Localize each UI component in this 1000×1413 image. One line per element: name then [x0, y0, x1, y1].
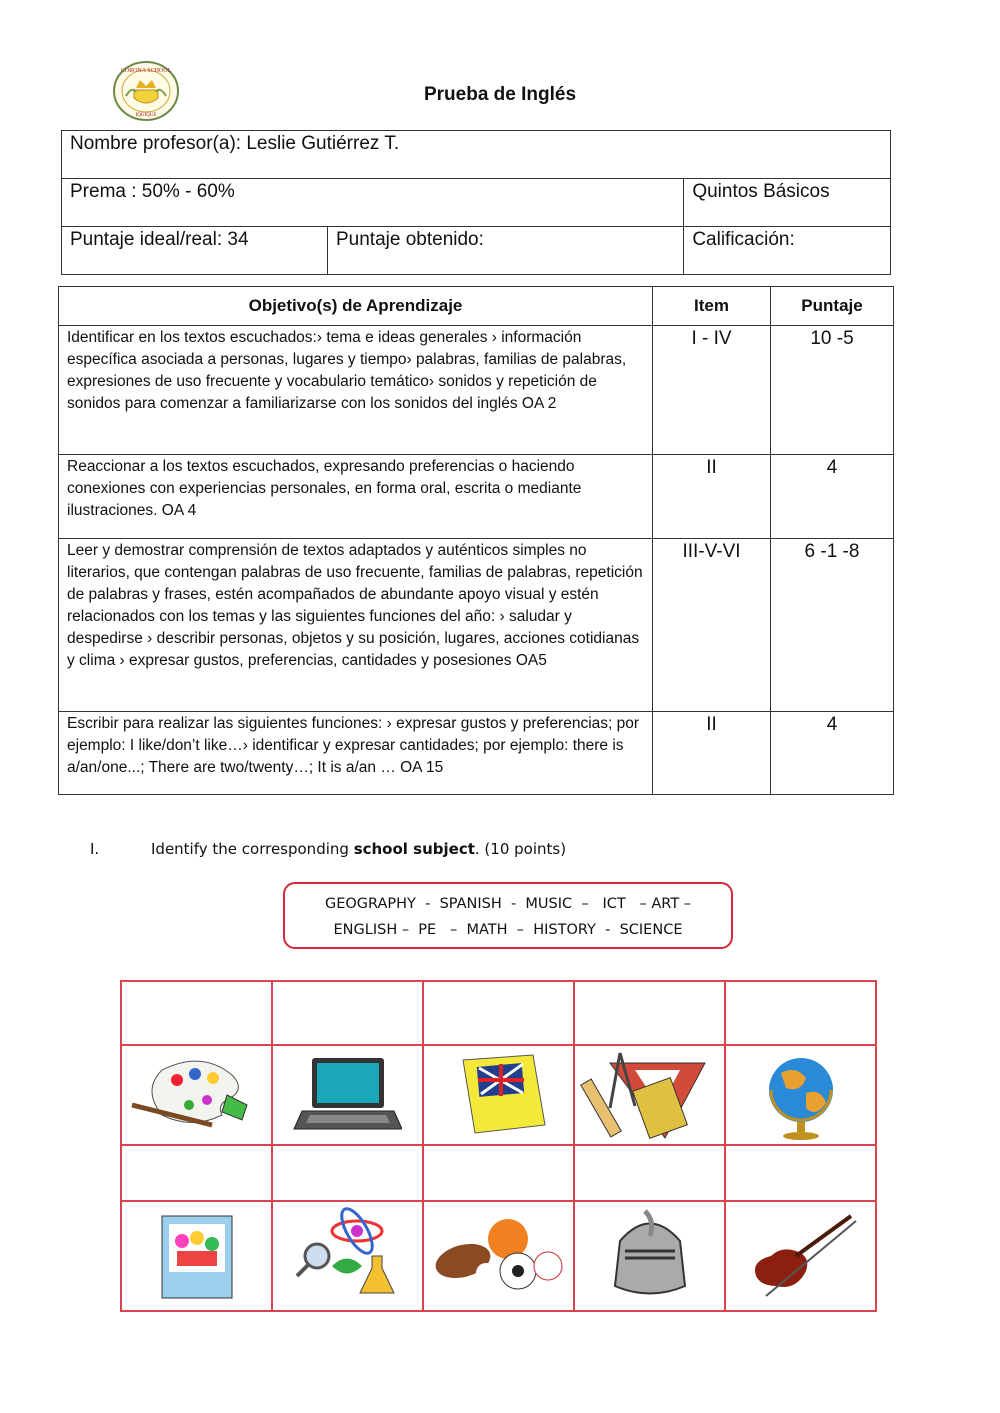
answer-cell[interactable] [121, 981, 272, 1045]
score-value: 10 -5 [771, 326, 894, 455]
page-title: Prueba de Inglés [423, 84, 577, 105]
answer-cell[interactable] [272, 981, 422, 1045]
header-item: Item [653, 287, 771, 326]
subject-grid [120, 980, 877, 1312]
question-number: I. [90, 840, 100, 858]
item-value: II [653, 455, 771, 539]
english-book-picture [423, 1045, 574, 1145]
score-value: 6 -1 -8 [771, 539, 894, 712]
knight-helmet-picture [574, 1201, 725, 1311]
answer-cell[interactable] [423, 981, 574, 1045]
school-logo [112, 60, 180, 122]
objectives-table [58, 286, 894, 795]
item-value: III-V-VI [653, 539, 771, 712]
objective-text: Leer y demostrar comprensión de textos adaptados y auténticos simples no literarios, que contengan palabras de uso frecuente, familias de palabras, repetición de palabras y frases, estén acompañados de abundante apoyo visual y estén relacionados con los temas y las siguientes funciones del año: › saludar y despedirse › describir personas, objetos y su posición, lugares, acciones cotidianas y clima › expresar gustos, preferencias, cantidades y posesiones OA5 [59, 539, 653, 712]
grade-mark: Calificación: [684, 227, 891, 275]
table-row [59, 712, 894, 795]
grade-level: Quintos Básicos [684, 179, 891, 227]
table-row [59, 539, 894, 712]
answer-cell[interactable] [423, 1145, 574, 1201]
info-table [61, 130, 891, 275]
teacher-name: Nombre profesor(a): Leslie Gutiérrez T. [62, 131, 891, 179]
table-row [59, 455, 894, 539]
science-picture [272, 1201, 422, 1311]
table-row [59, 326, 894, 455]
item-value: II [653, 712, 771, 795]
objective-text: Reaccionar a los textos escuchados, expresando preferencias o haciendo conexiones con experiencias personales, en forma oral, escrita o mediante ilustraciones. OA 4 [59, 455, 653, 539]
answer-cell[interactable] [272, 1145, 422, 1201]
laptop-picture [272, 1045, 422, 1145]
svg-text:CORONA SCHOOL: CORONA SCHOOL [120, 68, 172, 74]
prema: Prema : 50% - 60% [62, 179, 684, 227]
header-score: Puntaje [771, 287, 894, 326]
item-value: I - IV [653, 326, 771, 455]
header-objective: Objetivo(s) de Aprendizaje [59, 287, 653, 326]
question-1-prompt [90, 840, 566, 858]
ideal-score: Puntaje ideal/real: 34 [62, 227, 328, 275]
sports-balls-picture [423, 1201, 574, 1311]
answer-cell[interactable] [574, 981, 725, 1045]
art-palette-picture [121, 1045, 272, 1145]
score-value: 4 [771, 712, 894, 795]
svg-text:IQUIQUE: IQUIQUE [135, 113, 157, 118]
obtained-score: Puntaje obtenido: [328, 227, 684, 275]
objective-text: Identificar en los textos escuchados:› tema e ideas generales › información específica asociada a personas, lugares y tiempo› palabras, familias de palabras, expresiones de uso frecuente y vocabulario temático› sonidos y repetición de sonidos para comenzar a familiarizarse con los sonidos del inglés OA 2 [59, 326, 653, 455]
word-bank-line-2: ENGLISH – PE – MATH – HISTORY - SCIENCE [333, 922, 683, 938]
history-book-picture [121, 1201, 272, 1311]
prompt-bold: school subject [353, 840, 475, 858]
word-bank-line-1: GEOGRAPHY - SPANISH - MUSIC – ICT – ART – [324, 896, 692, 912]
globe-picture [725, 1045, 876, 1145]
answer-cell[interactable] [725, 981, 876, 1045]
answer-cell[interactable] [725, 1145, 876, 1201]
word-bank [283, 882, 733, 949]
answer-cell[interactable] [574, 1145, 725, 1201]
answer-cell[interactable] [121, 1145, 272, 1201]
math-tools-picture [574, 1045, 725, 1145]
prompt-text-end: . (10 points) [474, 840, 567, 858]
objective-text: Escribir para realizar las siguientes funciones: › expresar gustos y preferencias; por ejemplo: I like/don’t like…› identificar y expresar cantidades; por ejemplo: there is a/an/one...; There are two/twenty…; It is a/an … OA 15 [59, 712, 653, 795]
violin-picture [725, 1201, 876, 1311]
score-value: 4 [771, 455, 894, 539]
prompt-text: Identify the corresponding [151, 840, 354, 858]
